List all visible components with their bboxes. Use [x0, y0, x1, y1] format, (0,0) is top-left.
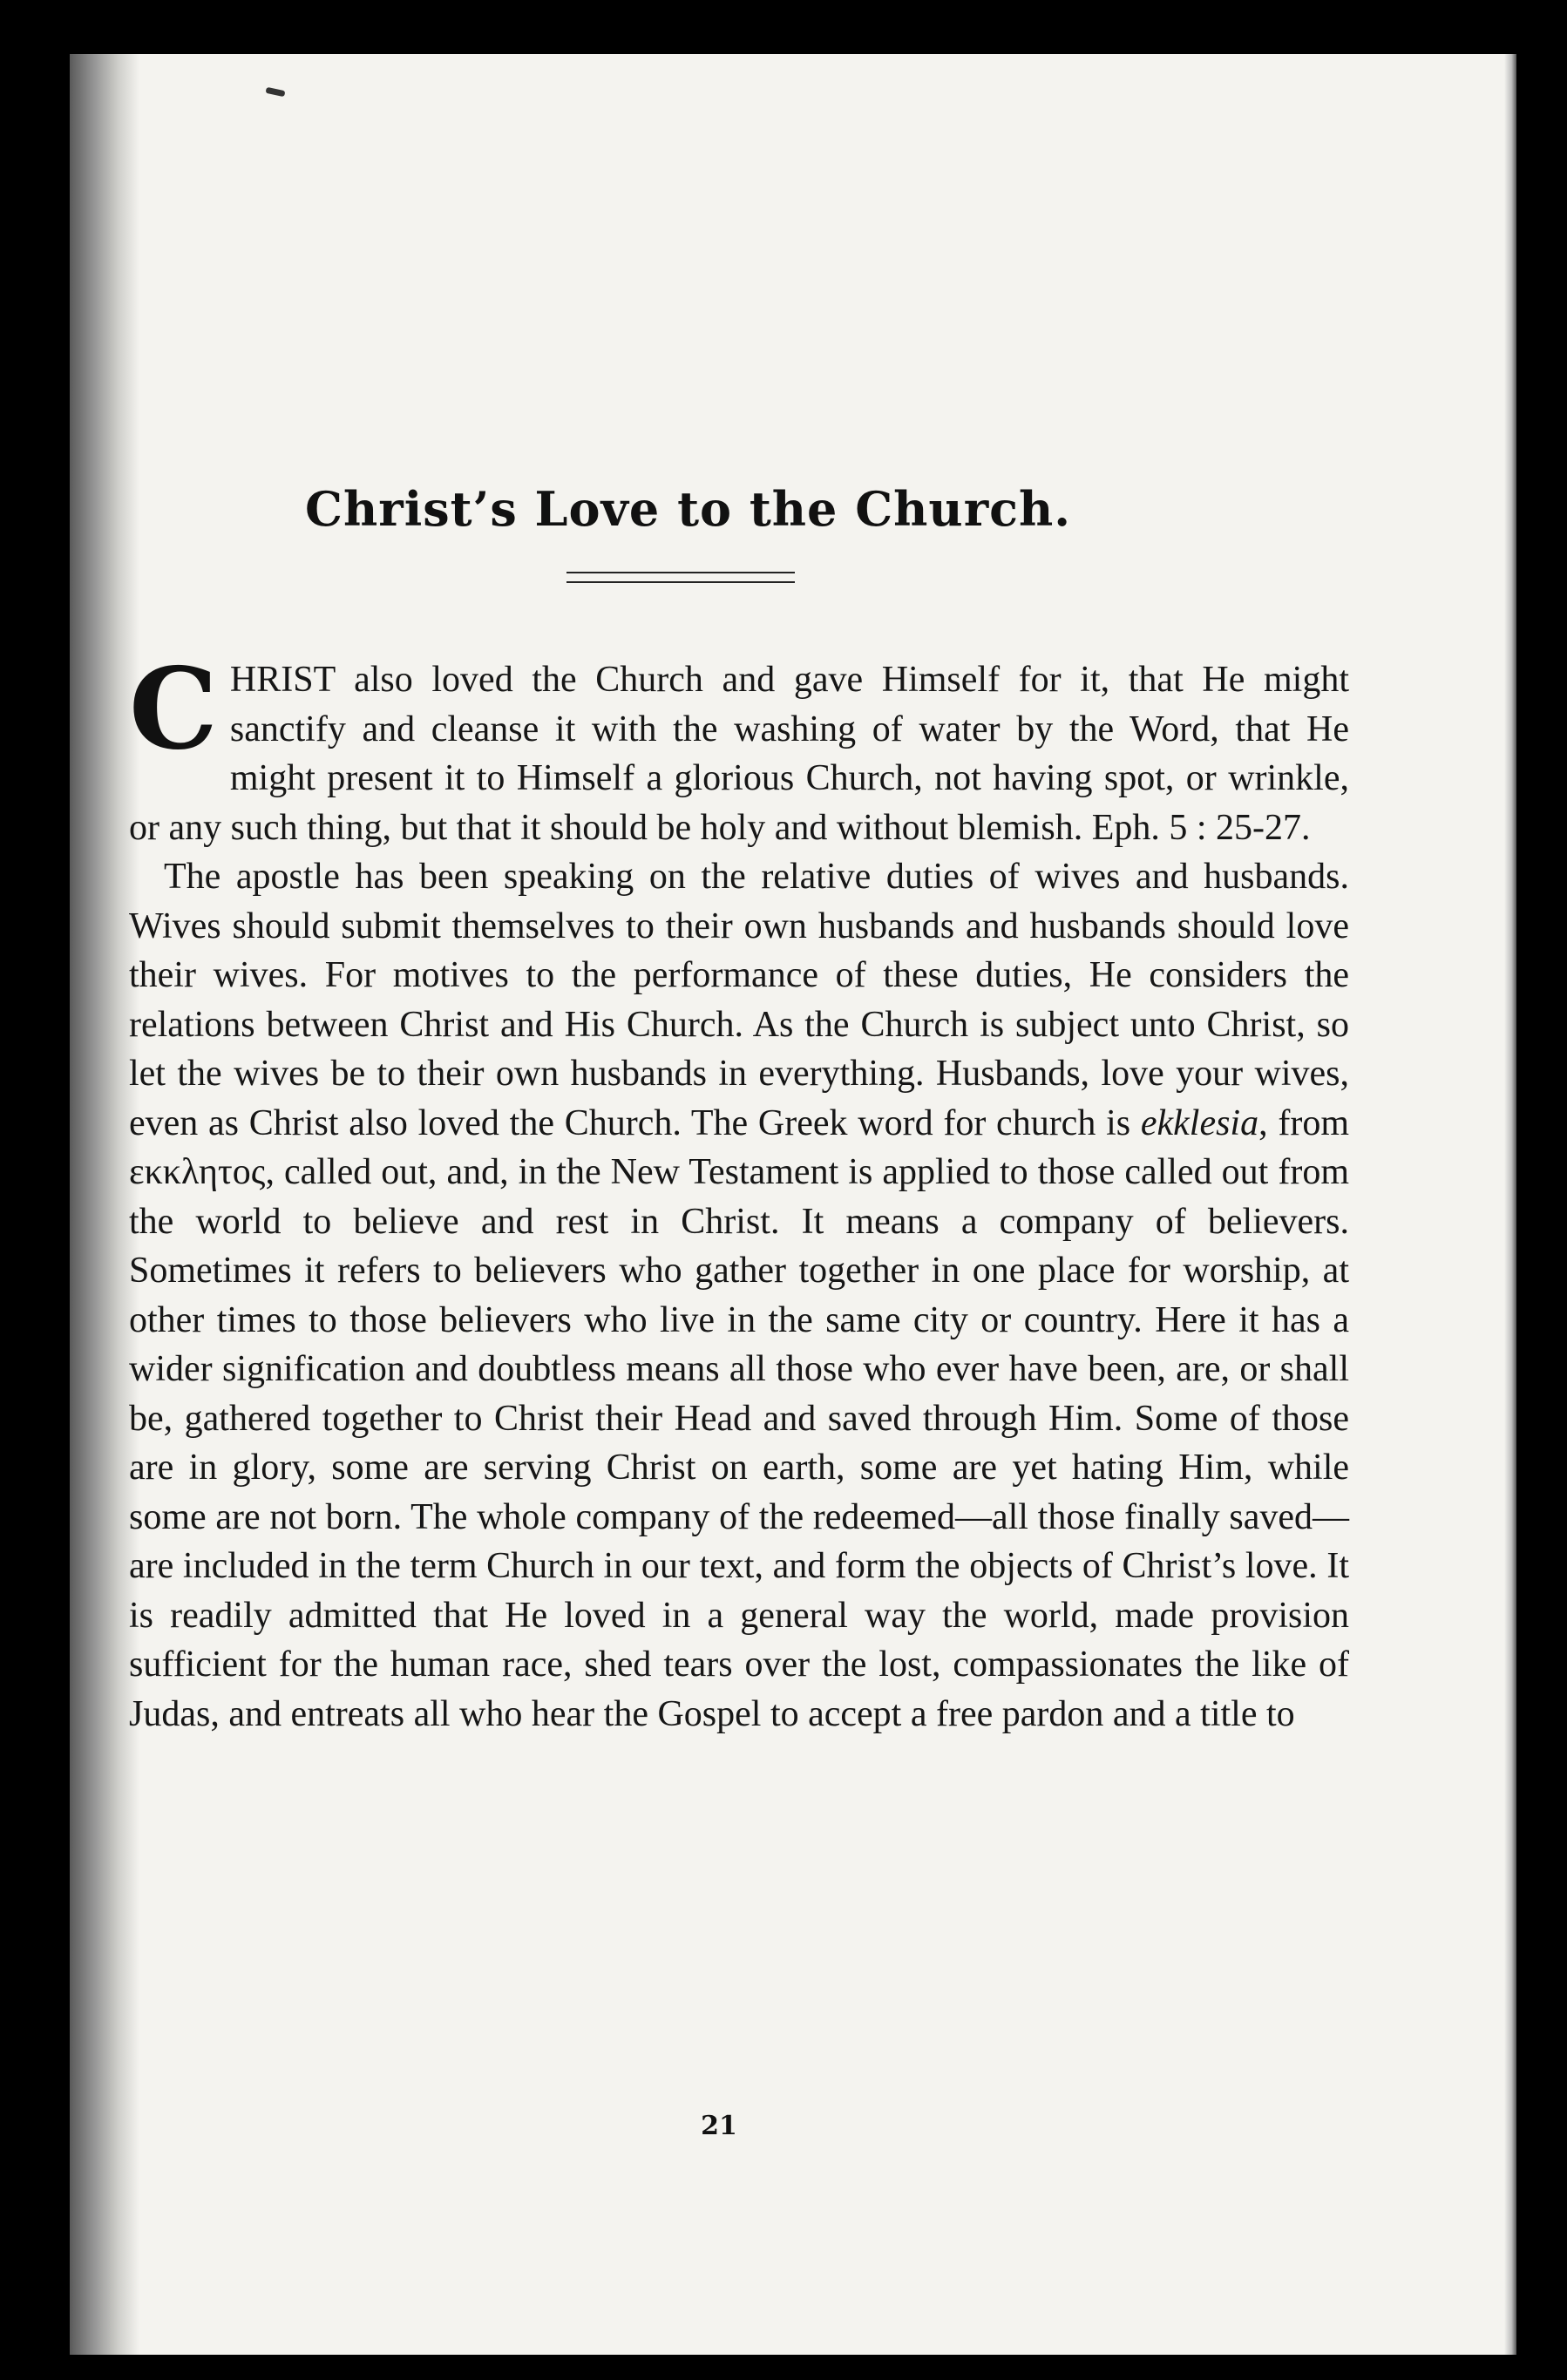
body-text — [129, 644, 1349, 1739]
paragraph-text-part1: The apostle has been speaking on the relative duties of wives and husbands. Wives should submit themselves to their own husbands and husbands should love their wives. For motives to the performance of these duties, He considers the relations between Christ and His Church. As the Church is subject unto Christ, so let the wives be to their own husbands in everything. Husbands, love your wives, even as Christ also loved the Church. The Greek word for church is — [129, 857, 1349, 1143]
scripture-text: HRIST also loved the Church and gave Himself for it, that He might sanctify and cleanse it with the washing of water by the Word, that He might present it to Himself a glorious Church, not having spot, or wrinkle, or any such thing, but that it should be holy and without blemish. Eph. 5 : 25-27. — [129, 660, 1349, 848]
commentary-paragraph — [129, 852, 1349, 1739]
page-number: 21 — [701, 2111, 737, 2141]
chapter-title: Christ’s Love to the Church. — [305, 481, 1072, 537]
paragraph-connector: , from — [1258, 1102, 1349, 1143]
drop-cap: C — [129, 644, 218, 775]
page-edge-shadow — [1504, 54, 1516, 2355]
greek-term: εκκλητος — [129, 1152, 266, 1192]
book-page — [70, 54, 1516, 2355]
title-divider-rule — [566, 572, 795, 583]
paragraph-text-part2: , called out, and, in the New Testament is applied to those called out from the world to believe and rest in Christ. It means a company of believers. Sometimes it refers to believers who gather together in one place for worship, at other times to those believers who live in the same city or country. Here it has a wider signification and doubtless means all those who ever have been, are, or shall be, gathered together to Christ their Head and saved through Him. Some of those are in glory, some are serving Christ on earth, some are yet hating Him, while some are not born. The whole company of the redeemed—all those finally saved—are included in the term Church in our text, and form the objects of Christ’s love. It is readily admitted that He loved in a general way the world, made provision sufficient for the human race, shed tears over the lost, compassionates the like of Judas, and entreats all who hear the Gospel to accept a free pardon and a title to — [129, 1152, 1349, 1734]
latin-term: ekklesia — [1140, 1102, 1259, 1143]
ink-speck — [266, 87, 286, 97]
scripture-passage — [129, 644, 1349, 852]
